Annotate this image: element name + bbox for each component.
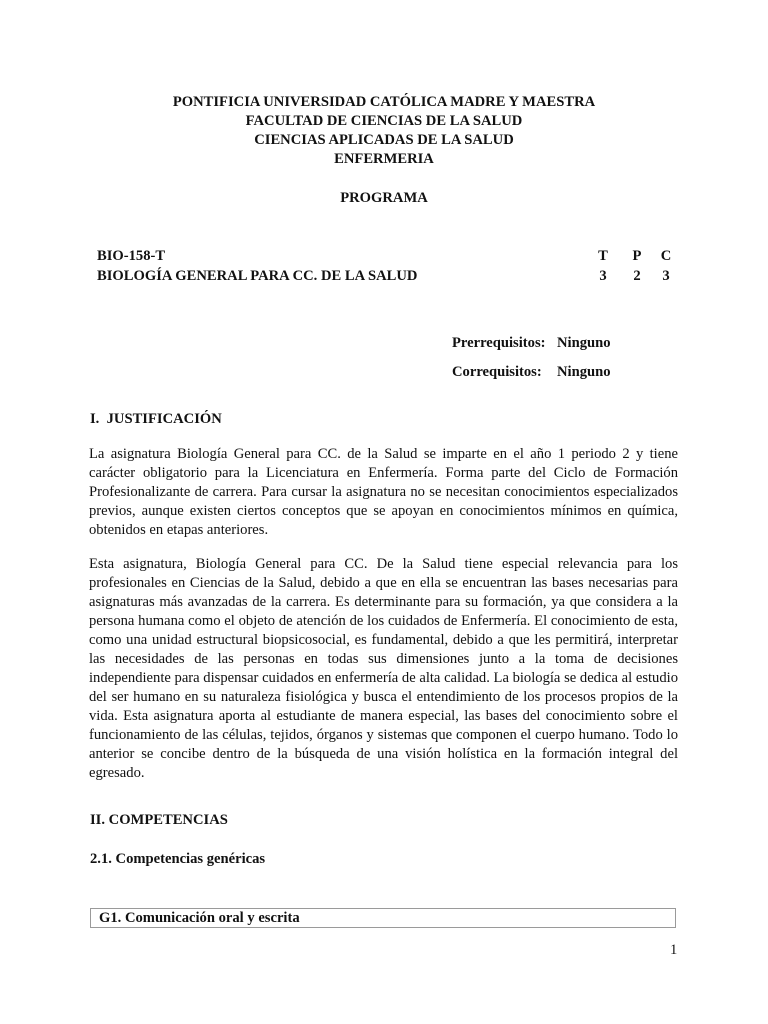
credits-label: C bbox=[660, 248, 672, 264]
prereq-value: Ninguno bbox=[557, 335, 611, 351]
department-name: CIENCIAS APLICADAS DE LA SALUD bbox=[254, 132, 514, 148]
faculty-name: FACULTAD DE CIENCIAS DE LA SALUD bbox=[245, 113, 523, 129]
coreq-value: Ninguno bbox=[557, 364, 611, 380]
course-code: BIO-158-T bbox=[97, 248, 166, 264]
section-justificacion-title: I. JUSTIFICACIÓN bbox=[90, 411, 222, 427]
section-competencias-title: II. COMPETENCIAS bbox=[90, 812, 228, 828]
prereq-label: Prerrequisitos: bbox=[452, 335, 546, 351]
practice-label: P bbox=[632, 248, 642, 264]
competencias-genericas-subtitle: 2.1. Competencias genéricas bbox=[90, 851, 266, 867]
career-name: ENFERMERIA bbox=[334, 151, 434, 167]
credits-value: 3 bbox=[662, 268, 670, 284]
competency-box bbox=[90, 908, 676, 928]
course-name: BIOLOGÍA GENERAL PARA CC. DE LA SALUD bbox=[97, 268, 418, 284]
theory-label: T bbox=[598, 248, 608, 264]
theory-value: 3 bbox=[599, 268, 607, 284]
program-heading: PROGRAMA bbox=[340, 190, 428, 206]
practice-value: 2 bbox=[633, 268, 641, 284]
coreq-label: Correquisitos: bbox=[452, 364, 542, 380]
justificacion-paragraph-1: La asignatura Biología General para CC. de la Salud se imparte en el año 1 periodo 2 y tiene carácter obligatorio para la Licenciatura en Enfermería. Forma parte del Ciclo de Formación Profesionalizante de carrera. Para cursar la asignatura no se necesitan conocimientos especializados previos, aunque existen ciertos conceptos que se apoyan en conocimientos mínimos en química, obtenidos en etapas anteriores. bbox=[89, 446, 678, 538]
page-number: 1 bbox=[670, 942, 678, 958]
competency-label: G1. Comunicación oral y escrita bbox=[99, 910, 300, 926]
justificacion-paragraph-2: Esta asignatura, Biología General para CC. De la Salud tiene especial relevancia para los profesionales en Ciencias de la Salud, debido a que en ella se encuentran las bases necesarias para asignaturas más avanzadas de la carrera. Es determinante para su formación, ya que considera a la persona humana como el objeto de atención de los cuidados de Enfermería. El conocimiento de esta, como una unidad estructural biopsicosocial, es fundamental, debido a que les permitirá, interpretar las necesidades de las personas en todas sus dimensiones junto a la toma de decisiones independiente para dispensar cuidados en enfermería de alta calidad. La biología se dedica al estudio del ser humano en su naturaleza fisiológica y busca el entendimiento de los procesos propios de la vida. Esta asignatura aporta al estudiante de manera especial, las bases del conocimiento sobre el funcionamiento de las células, tejidos, órganos y sistemas que componen el cuerpo humano. Todo lo anterior se concibe dentro de la búsqueda de una visión holística en la formación integral del egresado. bbox=[89, 556, 678, 781]
university-name: PONTIFICIA UNIVERSIDAD CATÓLICA MADRE Y MAESTRA bbox=[172, 94, 596, 110]
